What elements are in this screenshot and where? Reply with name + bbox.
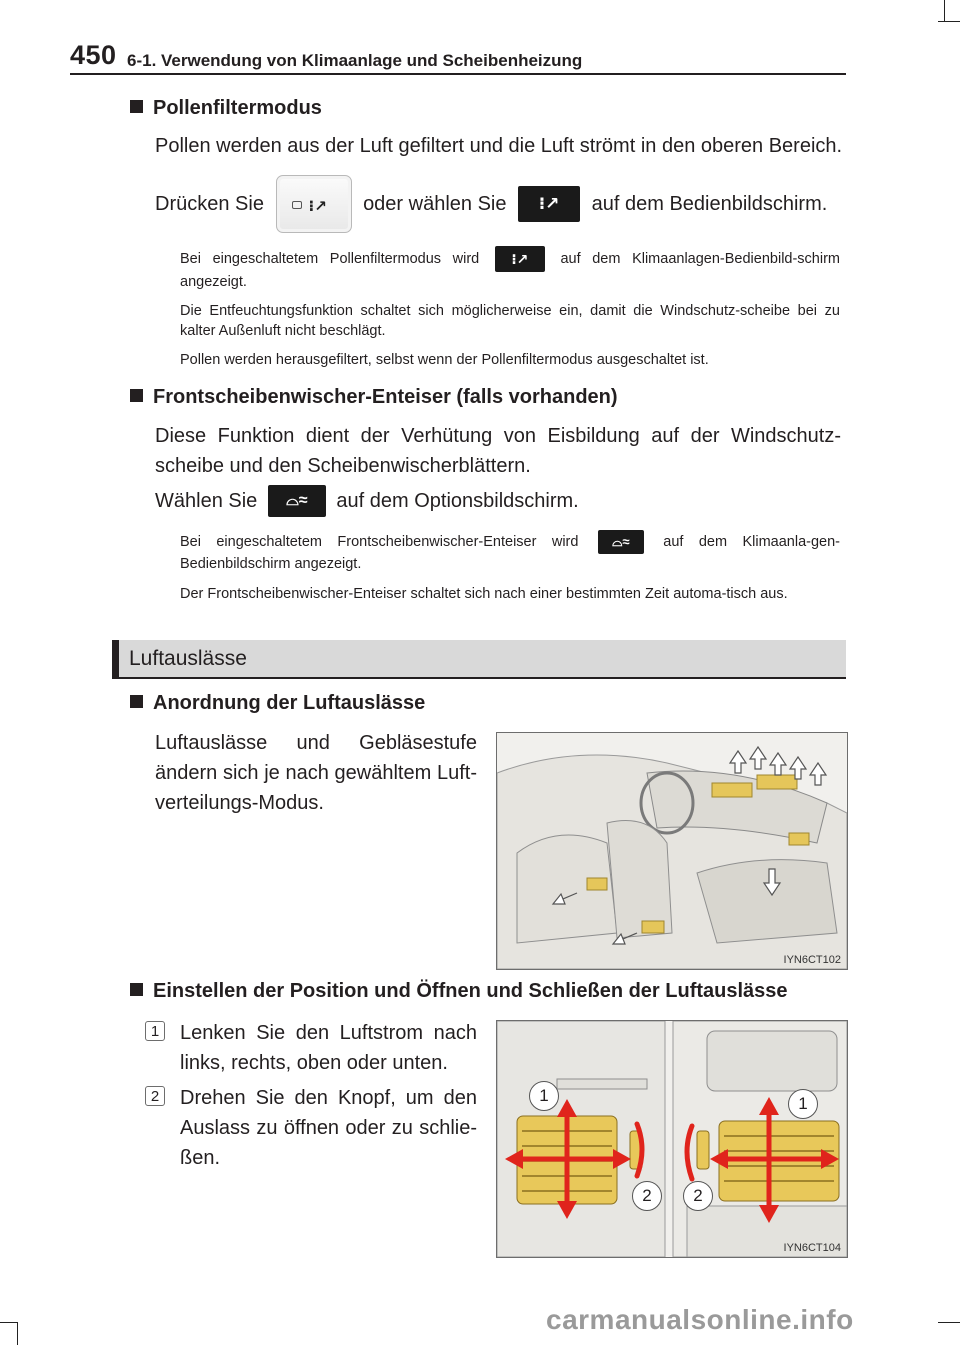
- car-interior-drawing: [497, 733, 847, 969]
- step-text: Lenken Sie den Luftstrom nach links, rechts, oben oder unten.: [180, 1022, 477, 1074]
- crop-mark: [17, 1322, 18, 1345]
- pollen-note1-a: Bei eingeschaltetem Pollenfiltermodus wird: [180, 250, 480, 267]
- vent-marker: [789, 833, 809, 845]
- wiper-select-b: auf dem Optionsbildschirm.: [336, 490, 579, 512]
- pollen-note1: [180, 246, 840, 292]
- bullet-square-icon: [130, 983, 143, 996]
- pollen-filter-indicator-icon: ⁝↗: [495, 246, 545, 272]
- indicator-led-icon: [292, 201, 302, 209]
- step-1: [145, 1018, 477, 1078]
- pollen-filter-screen-icon[interactable]: ⁝↗: [518, 186, 580, 222]
- pollen-filter-button[interactable]: [276, 175, 352, 233]
- pollen-heading-text: Pollenfiltermodus: [153, 97, 322, 119]
- callout-1-right: 1: [788, 1089, 818, 1119]
- pollen-note3: Pollen werden herausgefiltert, selbst wenn der Pollenfiltermodus ausgeschaltet ist.: [180, 352, 709, 368]
- pollen-heading: [130, 97, 322, 120]
- press-text-c: auf dem Bedienbildschirm.: [591, 193, 828, 215]
- crop-mark: [944, 0, 945, 22]
- wiper-note1-a: Bei eingeschaltetem Frontscheibenwischer-Enteiser wird: [180, 533, 579, 550]
- wiper-note1: [180, 530, 840, 574]
- section-underline: [112, 677, 846, 679]
- vent-layout-heading: [130, 692, 425, 715]
- figure-code: IYN6CT104: [783, 1242, 841, 1254]
- vent-layout-heading-text: Anordnung der Luftauslässe: [153, 692, 426, 714]
- vent-layout-illustration: [496, 732, 848, 970]
- crop-mark: [0, 1322, 18, 1323]
- wiper-heading: [130, 386, 618, 409]
- pollen-filter-icon: ⁝↗: [308, 198, 327, 215]
- step-number: 1: [145, 1021, 165, 1041]
- wiper-note2: Der Frontscheibenwischer-Enteiser schaltet sich nach einer bestimmten Zeit automa-tisch aus.: [180, 586, 788, 602]
- vent-detail-drawing: [497, 1021, 847, 1257]
- crop-mark: [938, 1322, 960, 1323]
- pollen-press-line: [155, 175, 855, 235]
- bullet-square-icon: [130, 389, 143, 402]
- header-rule: [70, 73, 846, 75]
- step-2: [145, 1083, 477, 1173]
- press-text-b: oder wählen Sie: [363, 193, 507, 215]
- wiper-heading-text: Frontscheibenwischer-Enteiser (falls vorhanden): [153, 386, 618, 408]
- page-number: 450: [70, 40, 117, 70]
- step-number: 2: [145, 1086, 165, 1106]
- vent-adjust-heading-text: Einstellen der Position und Öffnen und Schließen der Luftauslässe: [153, 980, 788, 1002]
- vent-adjust-heading: [130, 980, 788, 1003]
- vent-layout-body: Luftauslässe und Gebläsestufe ändern sich je nach gewähltem Luft-verteilungs-Modus.: [155, 732, 477, 814]
- bullet-square-icon: [130, 695, 143, 708]
- wiper-deicer-indicator-icon: ⌓≈: [598, 530, 644, 554]
- vent-marker: [642, 921, 664, 933]
- pollen-line1: Pollen werden aus der Luft gefiltert und die Luft strömt in den oberen Bereich.: [155, 135, 843, 157]
- section-title: Luftauslässe: [129, 647, 247, 670]
- vent-marker: [757, 775, 797, 789]
- callout-2-left: 2: [632, 1181, 662, 1211]
- wiper-note1-b: auf dem Klimaanla-gen-Bedienbildschirm angezeigt.: [180, 533, 840, 572]
- chapter-title: 6-1. Verwendung von Klimaanlage und Scheibenheizung: [127, 51, 583, 70]
- pollen-note2: Die Entfeuchtungsfunktion schaltet sich möglicherweise ein, damit die Windschutz-scheibe bei zu kalter Außenluft nicht beschlägt.: [180, 303, 840, 339]
- press-text-a: Drücken Sie: [155, 193, 264, 215]
- bullet-square-icon: [130, 100, 143, 113]
- vent-marker: [712, 783, 752, 797]
- callout-1-left: 1: [529, 1081, 559, 1111]
- crop-mark: [938, 21, 960, 22]
- section-title-bar: [112, 640, 846, 678]
- wiper-select-line: [155, 485, 855, 517]
- figure-code: IYN6CT102: [783, 954, 841, 966]
- wiper-body: Diese Funktion dient der Verhütung von Eisbildung auf der Windschutz-scheibe und den Scheibenwischerblättern.: [155, 425, 841, 477]
- callout-2-right: 2: [683, 1181, 713, 1211]
- wiper-deicer-icon[interactable]: ⌓≈: [268, 485, 326, 517]
- wiper-select-a: Wählen Sie: [155, 490, 258, 512]
- vent-adjust-illustration: [496, 1020, 848, 1258]
- watermark: carmanualsonline.info: [546, 1304, 854, 1335]
- pollen-note1-b: auf dem Klimaanlagen-Bedienbild-schirm angezeigt.: [180, 250, 841, 290]
- step-text: Drehen Sie den Knopf, um den Auslass zu öffnen oder zu schlie-ßen.: [180, 1087, 477, 1169]
- vent-marker: [587, 878, 607, 890]
